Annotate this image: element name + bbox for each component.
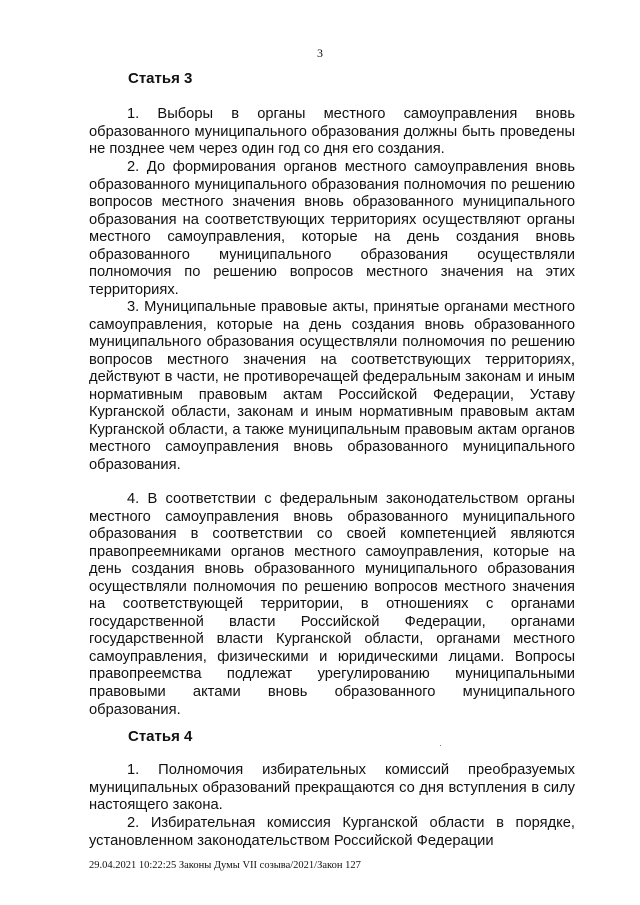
article-3-heading: Статья 3 <box>128 70 193 87</box>
article-3-paragraph-4: 4. В соответствии с федеральным законодательством органы местного самоуправления вновь образованного муниципального образования в соответствии со своей компетенцией являются правопреемниками органов местного самоуправления, которые на день создания вновь образованного муниципального образования осуществляли полномочия по решению вопросов местного значения на соответствующей территории, в отношениях с органами государственной власти Российской Федерации, органами государственной власти Курганской области, органами местного самоуправления, физическими и юридическими лицами. Вопросы правопреемства подлежат урегулированию муниципальными правовыми актами вновь образованного муниципального образования. <box>89 491 575 718</box>
article-3-paragraph-3: 3. Муниципальные правовые акты, принятые органами местного самоуправления, которые на день создания вновь образованного муниципального образования осуществляли полномочия по решению вопросов местного значения на соответствующих территориях, действуют в части, не противоречащей федеральным законам и иным нормативным правовым актам Российской Федерации, Уставу Курганской области, законам и иным нормативным правовым актам Курганской области, а также муниципальным правовым актам органов местного самоуправления вновь образованного муниципального образования. <box>89 299 575 473</box>
page-number: 3 <box>317 46 323 60</box>
article-4-heading: Статья 4 <box>128 728 193 745</box>
article-3-paragraph-2: 2. До формирования органов местного самоуправления вновь образованного муниципального образования полномочия по решению вопросов местного значения вновь образованного муниципального образования на соответствующих территориях осуществляют органы местного самоуправления, которые на день создания вновь образованного муниципального образования осуществляли полномочия по решению вопросов местного значения на этих территориях. <box>89 159 575 298</box>
article-3-paragraph-1: 1. Выборы в органы местного самоуправления вновь образованного муниципального образования должны быть проведены не позднее чем через один год со дня его создания. <box>89 106 575 158</box>
footer-stamp: 29.04.2021 10:22:25 Законы Думы VII созыва/2021/Закон 127 <box>89 860 361 871</box>
scan-speck <box>440 745 441 746</box>
article-4-paragraph-2: 2. Избирательная комиссия Курганской области в порядке, установленном законодательством Российской Федерации <box>89 815 575 849</box>
article-4-paragraph-1: 1. Полномочия избирательных комиссий преобразуемых муниципальных образований прекращаются со дня вступления в силу настоящего закона. <box>89 762 575 814</box>
